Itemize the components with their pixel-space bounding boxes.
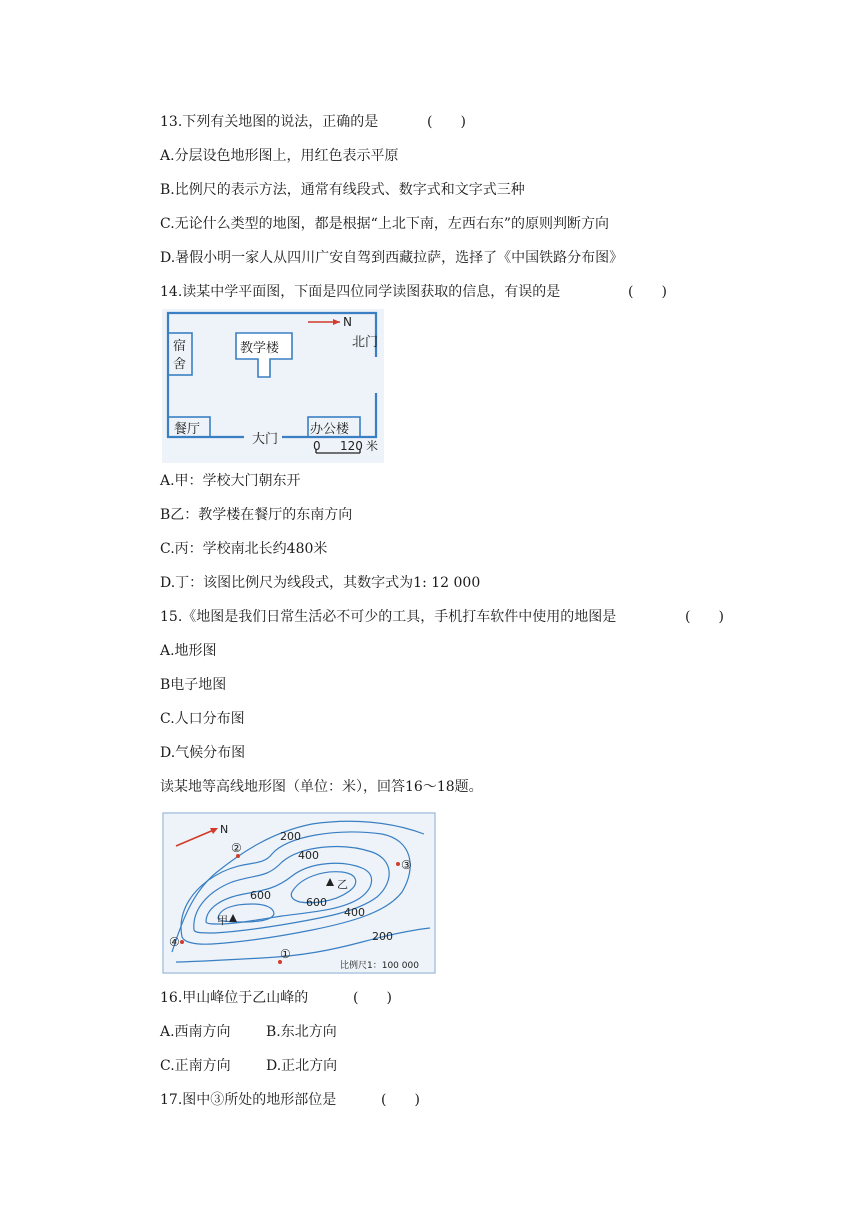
q14-answer-blank: ( ) bbox=[628, 284, 667, 300]
q15-option-c: C.人口分布图 bbox=[160, 711, 245, 727]
q13-option-a: A.分层设色地形图上，用红色表示平原 bbox=[160, 148, 399, 164]
contour-label-600-left: 600 bbox=[250, 889, 271, 902]
scale-zero: 0 bbox=[313, 439, 321, 453]
q16-answer-blank: ( ) bbox=[353, 990, 392, 1006]
north-label: N bbox=[220, 823, 229, 836]
contour-label-600-right: 600 bbox=[306, 896, 327, 909]
contour-map bbox=[162, 812, 436, 974]
contour-scale: 比例尺1：100 000 bbox=[340, 961, 419, 971]
scale-unit: 米 bbox=[366, 439, 379, 453]
point-2-label: ② bbox=[231, 841, 242, 855]
q16-option-a: A.西南方向 bbox=[160, 1024, 231, 1040]
section-intro: 读某地等高线地形图（单位：米），回答16～18题。 bbox=[160, 779, 483, 795]
dorm-label-2: 舍 bbox=[173, 357, 187, 372]
dorm-label-1: 宿 bbox=[173, 339, 187, 354]
q14-option-c: C.丙：学校南北长约480米 bbox=[160, 541, 328, 557]
q17-stem: 17.图中③所处的地形部位是 bbox=[160, 1092, 337, 1108]
north-label: N bbox=[343, 315, 352, 329]
q17-answer-blank: ( ) bbox=[381, 1092, 420, 1108]
point-4-label: ④ bbox=[169, 935, 180, 949]
teaching-building-label: 教学楼 bbox=[240, 341, 280, 356]
peak-jia-label: 甲 bbox=[217, 914, 228, 927]
point-1-label: ① bbox=[280, 947, 291, 961]
canteen-label: 餐厅 bbox=[174, 422, 201, 437]
q15-option-b: B电子地图 bbox=[160, 677, 227, 693]
school-plan-map bbox=[162, 309, 384, 463]
point-4-marker bbox=[180, 940, 184, 944]
scale-value: 120 bbox=[340, 439, 363, 453]
q13-option-b: B.比例尺的表示方法，通常有线段式、数字式和文字式三种 bbox=[160, 182, 525, 198]
contour-label-400-bottom: 400 bbox=[344, 906, 365, 919]
q16-stem: 16.甲山峰位于乙山峰的 bbox=[160, 990, 309, 1006]
q15-option-d: D.气候分布图 bbox=[160, 745, 246, 761]
q13-option-d: D.暑假小明一家人从四川广安自驾到西藏拉萨，选择了《中国铁路分布图》 bbox=[160, 250, 624, 266]
main-gate-label: 大门 bbox=[252, 432, 279, 447]
point-3-marker bbox=[396, 862, 400, 866]
q13-answer-blank: ( ) bbox=[427, 114, 466, 130]
contour-label-400-top: 400 bbox=[298, 849, 319, 862]
q14-stem: 14.读某中学平面图，下面是四位同学读图获取的信息，有误的是 bbox=[160, 284, 561, 300]
contour-label-200-top: 200 bbox=[280, 830, 301, 843]
office-label: 办公楼 bbox=[310, 422, 350, 437]
peak-yi-label: 乙 bbox=[337, 878, 348, 891]
q13-stem: 13.下列有关地图的说法，正确的是 bbox=[160, 114, 379, 130]
q14-option-b: B乙：教学楼在餐厅的东南方向 bbox=[160, 507, 353, 523]
q15-option-a: A.地形图 bbox=[160, 643, 217, 659]
q15-answer-blank: ( ) bbox=[685, 609, 724, 625]
contour-label-200-bottom: 200 bbox=[372, 930, 393, 943]
q16-option-c: C.正南方向 bbox=[160, 1058, 231, 1074]
q16-option-d: D.正北方向 bbox=[266, 1058, 338, 1074]
q16-option-b: B.东北方向 bbox=[266, 1024, 337, 1040]
q14-option-a: A.甲：学校大门朝东开 bbox=[160, 473, 301, 489]
q15-stem: 15.《地图是我们日常生活必不可少的工具，手机打车软件中使用的地图是 bbox=[160, 609, 617, 625]
q14-option-d: D.丁：该图比例尺为线段式，其数字式为1: 12 000 bbox=[160, 575, 481, 591]
north-gate-label: 北门 bbox=[352, 335, 379, 350]
q13-option-c: C.无论什么类型的地图，都是根据“上北下南，左西右东”的原则判断方向 bbox=[160, 216, 609, 232]
point-3-label: ③ bbox=[401, 858, 412, 872]
